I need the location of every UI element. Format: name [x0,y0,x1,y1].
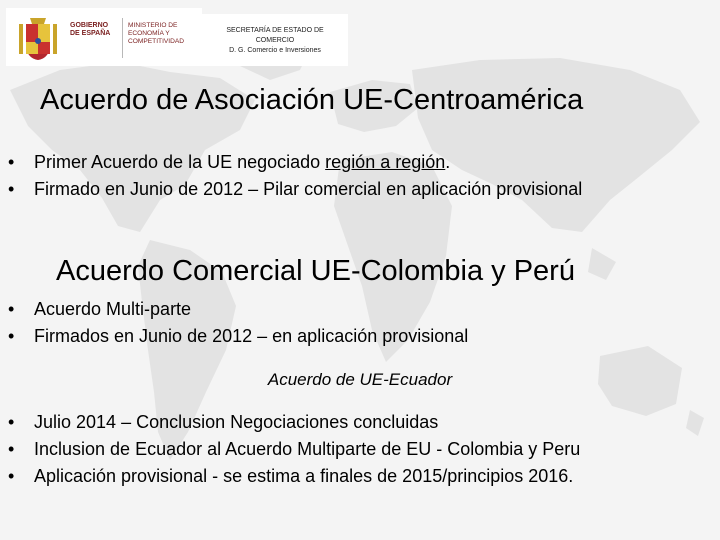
secretaria-line-3: D. G. Comercio e Inversiones [229,47,321,54]
bullet-glyph: • [8,326,15,346]
bullet-glyph: • [8,179,15,199]
list-item [8,176,582,203]
section-1-title: Acuerdo de Asociación UE-Centroamérica [40,84,584,116]
list-item [8,323,468,350]
bullet-glyph: • [8,412,15,432]
section-1-bullet-list [8,149,582,203]
bullet-text: Firmado en Junio de 2012 – Pilar comercial en aplicación provisional [34,179,583,199]
secretaria-line-1: SECRETARÍA DE ESTADO DE [226,27,324,34]
bullet-text: Firmados en Junio de 2012 – en aplicación provisional [34,326,469,346]
spain-coat-of-arms-icon [16,14,60,62]
section-3-title: Acuerdo de UE-Ecuador [267,370,453,389]
underlined-text: región a región [325,152,446,172]
government-logo [6,8,202,66]
bullet-glyph: • [8,152,15,172]
bullet-text: Primer Acuerdo de la UE negociado [34,152,326,172]
ministerio-label: MINISTERIO DE ECONOMÍA Y COMPETITIVIDAD [128,22,185,45]
bullet-glyph: • [8,299,15,319]
gobierno-label: GOBIERNO DE ESPAÑA [70,22,111,37]
list-item [8,409,580,436]
list-item [8,463,580,490]
bullet-text: Acuerdo Multi-parte [34,299,192,319]
list-item [8,149,582,176]
bullet-text: Julio 2014 – Conclusion Negociaciones concluidas [34,412,439,432]
bullet-text-end: . [445,152,451,172]
section-2-bullet-list [8,296,468,350]
bullet-text: Inclusion de Ecuador al Acuerdo Multiparte de EU - Colombia y Peru [34,439,581,459]
list-item [8,296,468,323]
bullet-glyph: • [8,439,15,459]
section-3-bullet-list [8,409,580,490]
secretaria-box [202,14,348,66]
bullet-text: Aplicación provisional - se estima a finales de 2015/principios 2016. [34,466,574,486]
list-item [8,436,580,463]
logo-divider [122,18,123,58]
section-2-title: Acuerdo Comercial UE-Colombia y Perú [56,255,575,287]
secretaria-line-2: COMERCIO [255,37,295,44]
bullet-glyph: • [8,466,15,486]
